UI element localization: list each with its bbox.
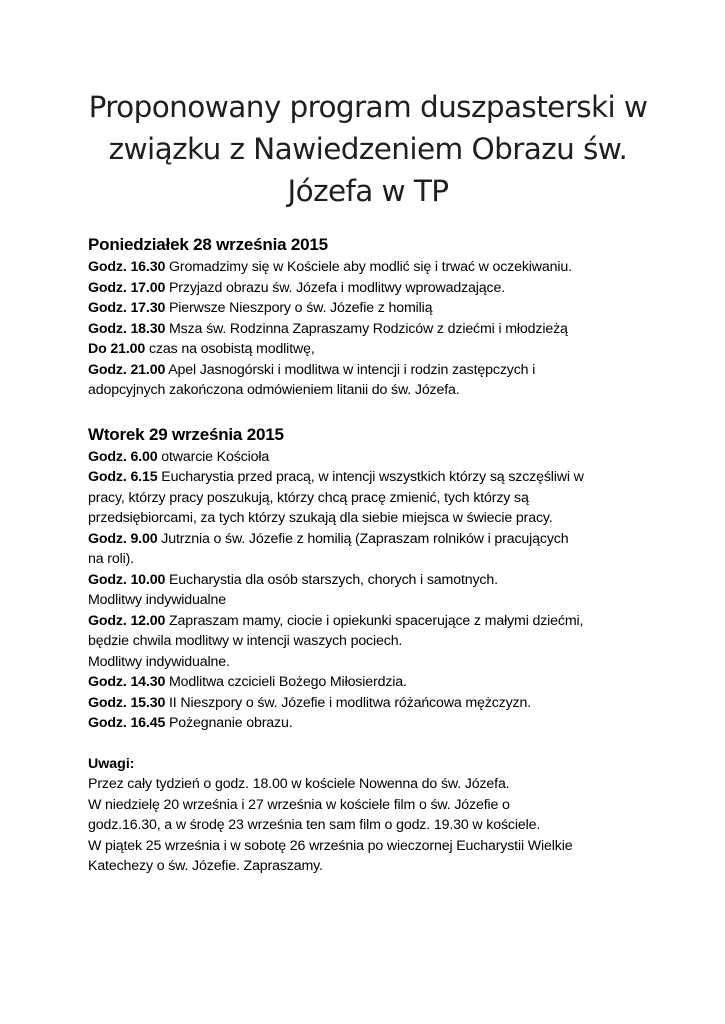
entry-text: Modlitwa czcicieli Bożego Miłosierdzia.: [165, 674, 407, 690]
entry-text: Gromadzimy się w Kościele aby modlić się i trwać w oczekiwaniu.: [165, 259, 572, 275]
entry-time: Godz. 17.00: [88, 279, 166, 296]
entry-text: Apel Jasnogórski i modlitwa w intencji i rodzin zastępczych i: [165, 361, 536, 378]
title-line-3: Józefa w TP: [287, 174, 449, 208]
entry-text: Eucharystia przed pracą, w intencji wszystkich którzy są szczęśliwi w: [157, 469, 584, 485]
day-section-monday: [88, 233, 648, 401]
schedule-entry: [88, 360, 648, 381]
schedule-entry: [88, 257, 648, 278]
entry-text: na roli).: [88, 551, 134, 567]
schedule-entry-continuation: [88, 549, 648, 570]
entry-time: Godz. 6.15: [88, 469, 158, 485]
entry-text: będzie chwila modlitwy w intencji waszych pociech.: [88, 633, 403, 649]
entry-time: Godz. 10.00: [88, 571, 166, 588]
schedule-entry: [88, 278, 648, 299]
schedule-entry-continuation: [88, 631, 648, 652]
schedule-entry: [88, 467, 648, 488]
entry-time: Godz. 14.30: [88, 674, 166, 690]
entry-time: Godz. 9.00: [88, 530, 158, 547]
entry-text: Modlitwy indywidualne: [88, 592, 227, 608]
entry-text: otwarcie Kościoła: [157, 448, 270, 465]
schedule-entry-continuation: [88, 590, 648, 611]
entry-text: Przyjazd obrazu św. Józefa i modlitwy wprowadzające.: [165, 279, 505, 296]
schedule-entry-continuation: [88, 380, 648, 401]
entry-text: pracy, którzy pracy poszukują, którzy chcą pracę zmienić, tych którzy są: [88, 489, 529, 506]
entry-text: Zapraszam mamy, ciocie i opiekunki spacerujące z małymi dziećmi,: [165, 612, 584, 629]
day-heading: Wtorek 29 września 2015: [88, 424, 284, 444]
entry-text: Eucharystia dla osób starszych, chorych i samotnych.: [165, 571, 498, 588]
entry-time: Godz. 12.00: [88, 612, 166, 629]
schedule-entry: [88, 298, 648, 319]
schedule-entry: [88, 339, 648, 360]
entry-time: Godz. 21.00: [88, 361, 166, 378]
notes-line: Przez cały tydzień o godz. 18.00 w kościele Nowenna do św. Józefa.: [88, 776, 510, 792]
entry-time: Godz. 6.00: [88, 448, 158, 465]
entry-time: Godz. 16.30: [88, 259, 166, 275]
notes-line: W niedzielę 20 września i 27 września w kościele film o św. Józefie o: [88, 796, 510, 813]
entry-time: Godz. 16.45: [88, 715, 166, 731]
day-section-tuesday: [88, 423, 648, 734]
entry-time: Godz. 17.30: [88, 300, 166, 316]
entry-time: Godz. 15.30: [88, 694, 166, 711]
schedule-entry: [88, 319, 648, 340]
schedule-entry: [88, 447, 648, 468]
entry-text: adopcyjnych zakończona odmówieniem litanii do św. Józefa.: [88, 382, 460, 398]
schedule-entry: [88, 713, 648, 734]
entry-time: Godz. 18.30: [88, 320, 166, 337]
entry-text: Modlitwy indywidualne.: [88, 653, 230, 670]
schedule-entry: [88, 693, 648, 714]
notes-section: [88, 754, 648, 877]
schedule-entry-continuation: [88, 488, 648, 509]
entry-text: Jutrznia o św. Józefie z homilią (Zapraszam rolników i pracujących: [157, 530, 569, 547]
entry-time: Do 21.00: [88, 341, 146, 357]
entry-text: czas na osobistą modlitwę,: [145, 341, 315, 357]
notes-line: Katechezy o św. Józefie. Zapraszamy.: [88, 858, 323, 874]
schedule-entry: [88, 672, 648, 693]
schedule-entry: [88, 529, 648, 550]
entry-text: Pożegnanie obrazu.: [165, 715, 293, 731]
schedule-entry: [88, 570, 648, 591]
schedule-entry-continuation: [88, 508, 648, 529]
entry-text: przedsiębiorcami, za tych którzy szukają dla siebie miejsca w świecie pracy.: [88, 510, 553, 526]
notes-heading: Uwagi:: [88, 755, 135, 772]
entry-text: Pierwsze Nieszpory o św. Józefie z homilią: [165, 300, 433, 316]
notes-line: W piątek 25 września i w sobotę 26 września po wieczornej Eucharystii Wielkie: [88, 837, 573, 854]
document-title: [88, 86, 648, 212]
document-page: [88, 86, 648, 877]
title-line-1: Proponowany program duszpasterski w: [88, 90, 648, 124]
title-line-2: związku z Nawiedzeniem Obrazu św.: [108, 132, 628, 166]
schedule-entry-continuation: [88, 652, 648, 673]
entry-text: Msza św. Rodzinna Zapraszamy Rodziców z dziećmi i młodzieżą: [165, 320, 568, 337]
entry-text: II Nieszpory o św. Józefie i modlitwa różańcowa mężczyzn.: [165, 694, 532, 711]
day-heading: Poniedziałek 28 września 2015: [88, 235, 328, 254]
schedule-entry: [88, 611, 648, 632]
notes-line: godz.16.30, a w środę 23 września ten sam film o godz. 19.30 w kościele.: [88, 817, 541, 833]
